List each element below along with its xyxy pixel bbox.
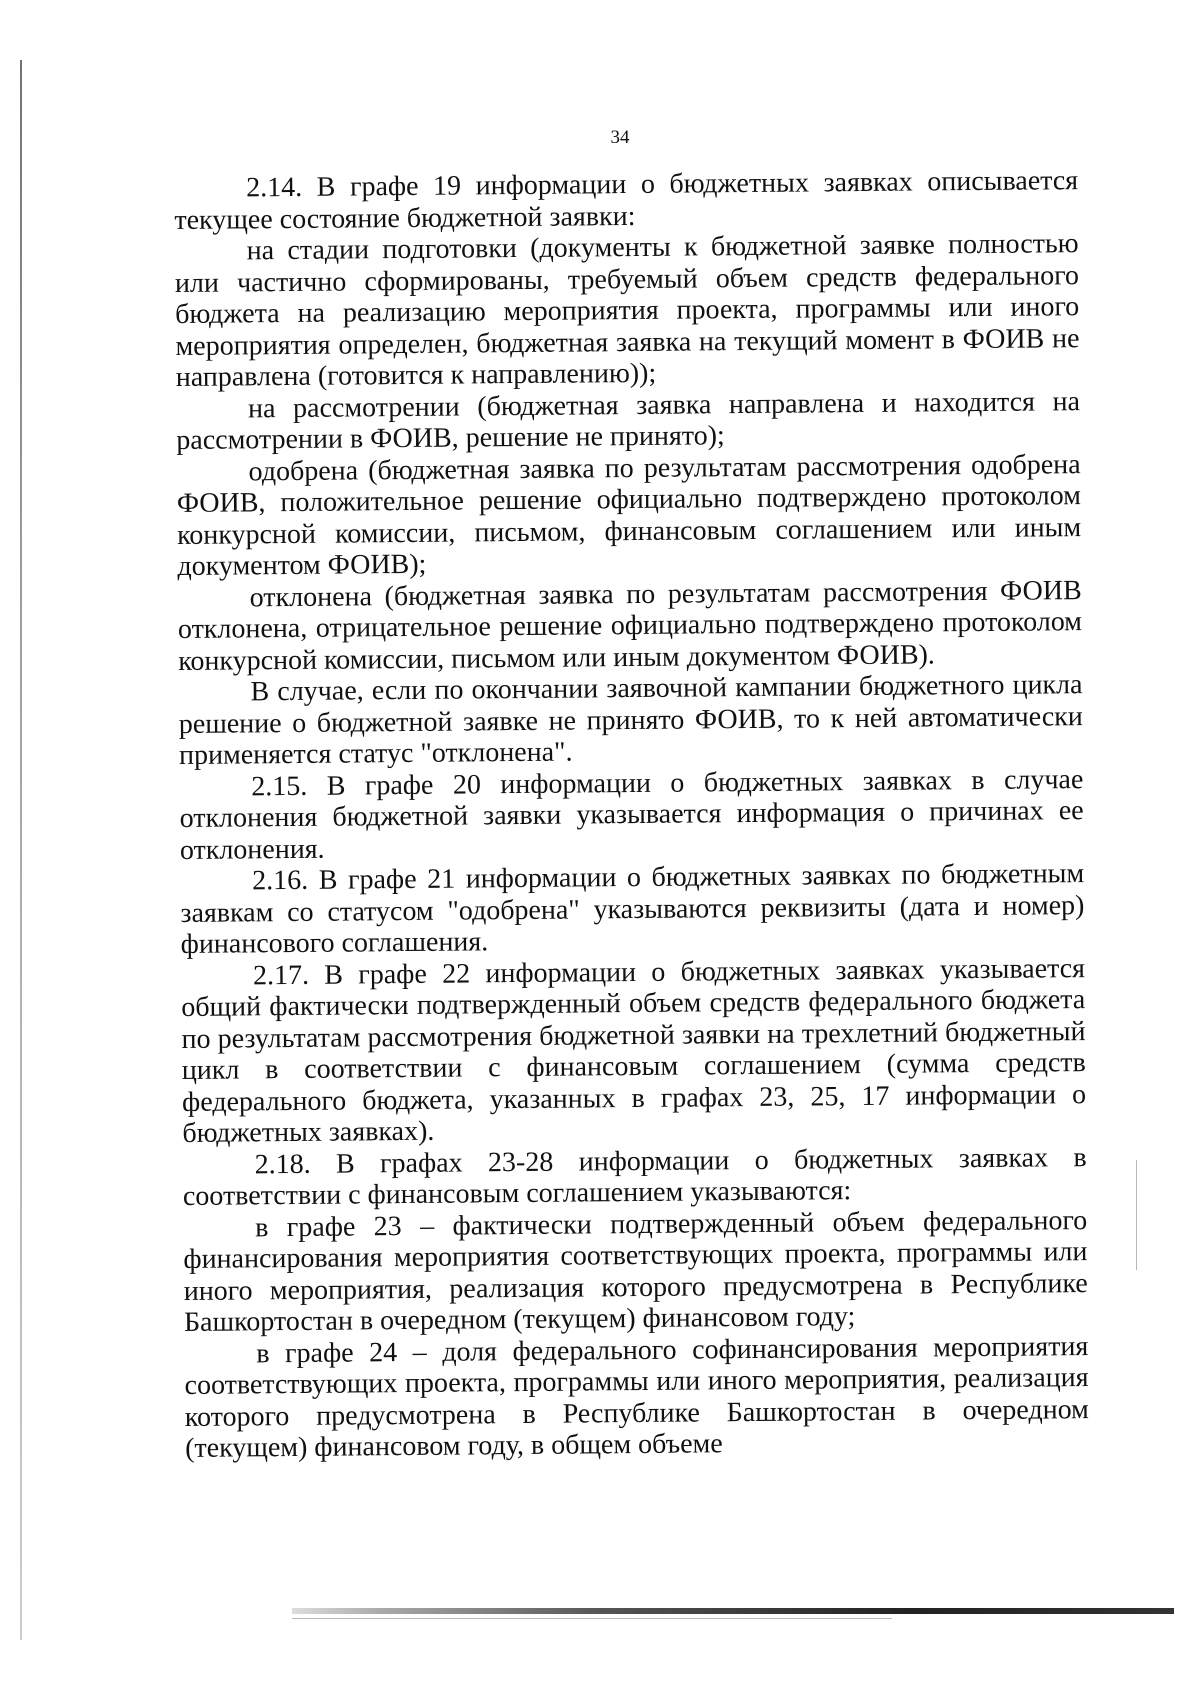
paragraph-status-preparation: на стадии подготовки (документы к бюджетной заявке полностью или частично сформированы, требуемый объем средств федерального бюджета на реализацию мероприятия проекта, программы или иного мероприятия определен, бюджетная заявка на текущий момент в ФОИВ не направлена (готовится к направлению));	[174, 228, 1080, 393]
scan-edge-right	[1136, 1160, 1137, 1270]
scan-edge-bottom	[292, 1608, 1174, 1614]
paragraph-status-review: на рассмотрении (бюджетная заявка направлена и находится на рассмотрении в ФОИВ, решение не принято);	[176, 385, 1081, 456]
paragraph-status-rejected: отклонена (бюджетная заявка по результатам рассмотрения ФОИВ отклонена, отрицательное решение официально подтверждено протоколом конкурсной комиссии, письмом или иным документом ФОИВ).	[177, 574, 1083, 677]
paragraph-column-23: в графе 23 – фактически подтвержденный объем федерального финансирования мероприятия соответствующих проекта, программы или иного мероприятия, реализация которого предусмотрена в Республике Башкортостан в очередном (текущем) финансовом году;	[183, 1204, 1088, 1338]
paragraph-status-approved: одобрена (бюджетная заявка по результатам рассмотрения одобрена ФОИВ, положительное решение официально подтверждено протоколом конкурсной комиссии, письмом, финансовым соглашением или иным документом ФОИВ);	[176, 448, 1082, 582]
paragraph-column-24: в графе 24 – доля федерального софинансирования мероприятия соответствующих проекта, программы или иного мероприятия, реализация которого предусмотрена в Республике Башкортостан в очередном (текущем) финансовом году, в общем объеме	[184, 1330, 1089, 1464]
scan-edge-left	[20, 60, 22, 1640]
page-number: 34	[610, 127, 630, 148]
paragraph-2-18: 2.18. В графах 23-28 информации о бюджетных заявках в соответствии с финансовым соглашением указываются:	[182, 1141, 1087, 1212]
document-body	[174, 165, 1089, 1464]
paragraph-2-17: 2.17. В графе 22 информации о бюджетных заявках указывается общий фактически подтвержденный объем средств федерального бюджета по результатам рассмотрения бюджетной заявки на трехлетний бюджетный цикл в соответствии с финансовым соглашением (сумма средств федерального бюджета, указанных в графах 23, 25, 17 информации о бюджетных заявках).	[181, 952, 1087, 1149]
paragraph-2-15: 2.15. В графе 20 информации о бюджетных заявках в случае отклонения бюджетной заявки указывается информация о причинах ее отклонения.	[179, 763, 1084, 866]
paragraph-auto-rejection: В случае, если по окончании заявочной кампании бюджетного цикла решение о бюджетной заявке не принято ФОИВ, то к ней автоматически применяется статус "отклонена".	[178, 669, 1083, 771]
scan-edge-bottom-thin	[292, 1618, 892, 1619]
paragraph-2-14: 2.14. В графе 19 информации о бюджетных заявках описывается текущее состояние бюджетной заявки:	[174, 165, 1079, 236]
paragraph-2-16: 2.16. В графе 21 информации о бюджетных заявках по бюджетным заявкам со статусом "одобрена" указываются реквизиты (дата и номер) финансового соглашения.	[180, 858, 1085, 960]
